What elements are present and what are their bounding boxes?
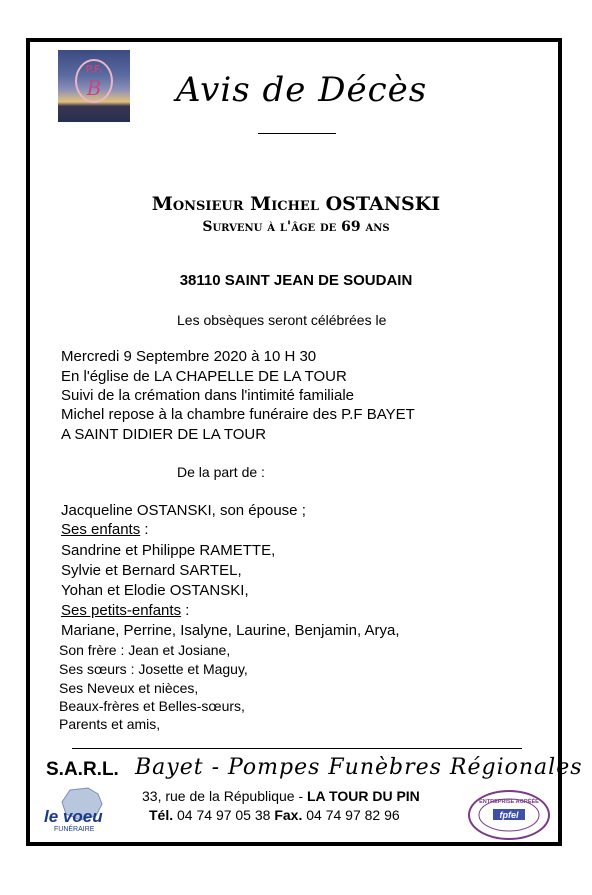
tel-label: Tél. (149, 807, 174, 823)
address-street: 33, rue de la République - (142, 788, 307, 804)
page-title: Avis de Décès (176, 70, 428, 110)
grandchildren-label: Ses petits-enfants (61, 602, 182, 619)
logo-left-text: le voeu (44, 807, 103, 826)
tel-number: 04 74 97 05 38 (173, 807, 275, 823)
family-other: Son frère : Jean et Josiane, (59, 642, 231, 658)
fax-label: Fax. (274, 807, 303, 823)
le-voeu-funeraire-logo (40, 786, 132, 832)
grandchildren-list: Mariane, Perrine, Isalyne, Laurine, Benjamin, Arya, (61, 622, 400, 639)
grandchildren-heading (61, 602, 189, 619)
ceremony-date: Mercredi 9 Septembre 2020 à 10 H 30 (61, 348, 317, 365)
logo-left-sub: FUNÉRAIRE (54, 826, 95, 832)
family-child: Yohan et Elodie OSTANSKI, (61, 582, 249, 599)
family-spouse: Jacqueline OSTANSKI, son épouse ; (61, 502, 306, 519)
family-child: Sandrine et Philippe RAMETTE, (61, 542, 276, 559)
logo-text-pf: P.F. (86, 64, 102, 75)
approved-company-badge (468, 790, 550, 840)
children-label: Ses enfants (61, 521, 141, 538)
ceremony-intro: Les obsèques seront célébrées le (177, 312, 387, 328)
children-heading (61, 521, 149, 538)
ceremony-church: En l'église de LA CHAPELLE DE LA TOUR (61, 368, 347, 385)
deceased-name: Monsieur Michel OSTANSKI (151, 193, 441, 215)
company-address (142, 788, 420, 804)
deceased-age: Survenu à l'âge de 69 ans (202, 219, 390, 235)
title-underline (258, 133, 336, 134)
pf-bayet-logo (58, 50, 130, 122)
company-prefix: S.A.R.L. (46, 759, 119, 780)
footer-divider (72, 748, 522, 749)
badge-mid-text: fpfel (499, 810, 519, 820)
family-other: Parents et amis, (59, 716, 161, 732)
badge-top-text: ENTREPRISE AGRÉÉE (479, 799, 539, 805)
ceremony-cremation: Suivi de la crémation dans l'intimité familiale (61, 387, 354, 404)
company-name: Bayet - Pompes Funèbres Régionales (135, 755, 583, 780)
deceased-town: 38110 SAINT JEAN DE SOUDAIN (179, 272, 413, 289)
family-other: Beaux-frères et Belles-sœurs, (59, 698, 245, 714)
address-city: LA TOUR DU PIN (307, 788, 420, 804)
badge-graphic (470, 792, 548, 838)
family-intro: De la part de : (177, 464, 265, 480)
family-other: Ses sœurs : Josette et Maguy, (59, 661, 248, 677)
ceremony-location: A SAINT DIDIER DE LA TOUR (61, 426, 267, 443)
grandchildren-suffix: : (181, 602, 190, 619)
company-phones (149, 807, 400, 823)
children-suffix: : (140, 521, 149, 538)
fax-number: 04 74 97 82 96 (302, 807, 400, 823)
logo-text-b: B (86, 76, 102, 100)
family-other: Ses Neveux et nièces, (59, 680, 199, 696)
ceremony-rest: Michel repose à la chambre funéraire des P.F BAYET (61, 406, 415, 423)
family-child: Sylvie et Bernard SARTEL, (61, 562, 242, 579)
